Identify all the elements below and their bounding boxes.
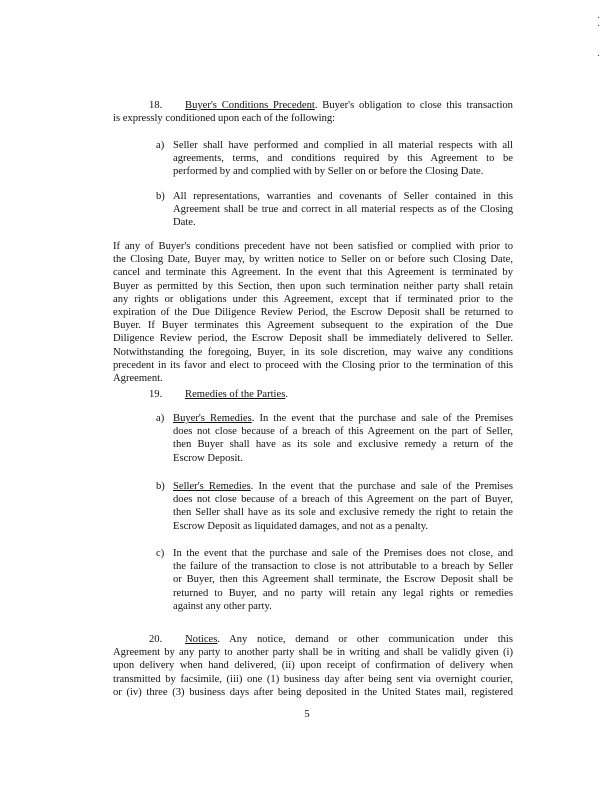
text-line: All representations, warranties and covenants of Seller contained in this xyxy=(173,191,513,202)
text-line: Diligence Review period, the Escrow Deposit shall be immediately delivered to Seller. xyxy=(113,333,513,345)
text-line: In the event that the purchase and sale of the Premises does not close, and xyxy=(173,548,513,559)
text-line: performed by and complied with by Seller on or before the Closing Date. xyxy=(173,166,484,178)
text-line: Buyer as permitted by this Section, then upon such termination neither party shall retain xyxy=(113,280,513,292)
text-line: Escrow Deposit as liquidated damages, and not as a penalty. xyxy=(173,520,428,532)
text-line: or Buyer, then this Agreement shall terminate, the Escrow Deposit shall be xyxy=(173,574,513,586)
item-label: a) xyxy=(156,413,165,424)
text-line: or (iv) three (3) business days after being deposited in the United States mail, registered xyxy=(113,686,513,698)
item-19a xyxy=(156,412,513,465)
section-number: 18. xyxy=(149,100,163,111)
line-text: . In the event that the purchase and sale of the Premises xyxy=(250,481,513,492)
item-19b xyxy=(156,480,513,533)
scan-speck xyxy=(598,25,599,26)
text-line: Agreement shall be true and correct in all material respects as of the Closing xyxy=(173,204,513,216)
section-title: Notices xyxy=(185,634,218,645)
text-line: Agreement. xyxy=(113,372,163,384)
text-line: returned to Buyer, and no party will retain any legal rights or remedies xyxy=(173,587,513,599)
text-line: agreements, terms, and conditions required by this Agreement to be xyxy=(173,153,513,165)
text-line: upon delivery when hand delivered, (ii) upon receipt of confirmation of delivery when xyxy=(113,660,513,672)
text-line: expiration of the Due Diligence Review Period, the Escrow Deposit shall be returned to xyxy=(113,306,513,318)
item-label: b) xyxy=(156,191,165,202)
text-line: Date. xyxy=(173,217,196,229)
section-number: 20. xyxy=(149,634,163,645)
text-line xyxy=(113,388,513,401)
text-line xyxy=(113,633,513,646)
text-line: Escrow Deposit. xyxy=(173,452,244,464)
para-18 xyxy=(113,240,513,385)
text-line: Agreement by any party to another party shall be in writing and shall be validly given (i) xyxy=(113,647,513,659)
text-line: then Buyer shall have as its sole and exclusive remedy a return of the xyxy=(173,439,513,451)
section-20 xyxy=(113,633,513,699)
text-line: the failure of the transaction to close is not attributable to a breach by Seller xyxy=(173,561,513,573)
item-label: b) xyxy=(156,481,165,492)
section-title: Remedies of the Parties xyxy=(185,389,286,400)
item-18b xyxy=(156,190,513,230)
page-number: 5 xyxy=(304,709,310,720)
line-text: . Buyer's obligation to close this transaction xyxy=(314,100,513,111)
item-title: Seller's Remedies xyxy=(173,481,251,492)
line-text: . Any notice, demand or other communication under this xyxy=(217,634,513,645)
text-line: cancel and terminate this Agreement. In the event that this Agreement is terminated by xyxy=(113,267,513,279)
scan-speck xyxy=(598,17,599,18)
scan-speck xyxy=(598,55,599,56)
text-line: against any other party. xyxy=(173,600,272,612)
item-18a xyxy=(156,139,513,179)
text-line: any rights or obligations under this Agreement, except that if terminated prior to the xyxy=(113,293,513,305)
section-18 xyxy=(113,99,513,125)
item-title: Buyer's Remedies xyxy=(173,413,252,424)
text-line: is expressly conditioned upon each of the following: xyxy=(113,113,336,125)
item-label: c) xyxy=(156,548,165,559)
text-line xyxy=(173,412,513,425)
text-line: then Seller shall have as its sole and exclusive remedy the right to retain the xyxy=(173,507,513,519)
line-text: . xyxy=(285,389,288,400)
text-line: If any of Buyer's conditions precedent have not been satisfied or complied with prior to xyxy=(113,241,513,252)
text-line: Seller shall have performed and complied in all material respects with all xyxy=(173,140,513,151)
text-line xyxy=(173,480,513,493)
text-line: does not close because of a breach of this Agreement on the part of Buyer, xyxy=(173,494,513,506)
text-line: transmitted by facsimile, (iii) one (1) business day after being sent via overnight courier, xyxy=(113,673,513,685)
line-text: . In the event that the purchase and sale of the Premises xyxy=(251,413,513,424)
item-label: a) xyxy=(156,140,165,151)
item-19c xyxy=(156,547,513,613)
text-line: Buyer. If Buyer terminates this Agreement subsequent to the expiration of the Due xyxy=(113,320,513,332)
section-number: 19. xyxy=(149,389,163,400)
text-line: the Closing Date, Buyer may, by written notice to Seller on or before such Closing Date, xyxy=(113,254,513,266)
text-line xyxy=(113,99,513,112)
section-title: Buyer's Conditions Precedent xyxy=(185,100,315,111)
text-line: Notwithstanding the foregoing, Buyer, in its sole discretion, may waive any conditions xyxy=(113,346,513,358)
text-line: precedent in its favor and elect to proceed with the Closing prior to the termination of this xyxy=(113,359,513,371)
text-line: does not close because of a breach of this Agreement on the part of Seller, xyxy=(173,426,513,438)
section-19 xyxy=(113,388,513,401)
